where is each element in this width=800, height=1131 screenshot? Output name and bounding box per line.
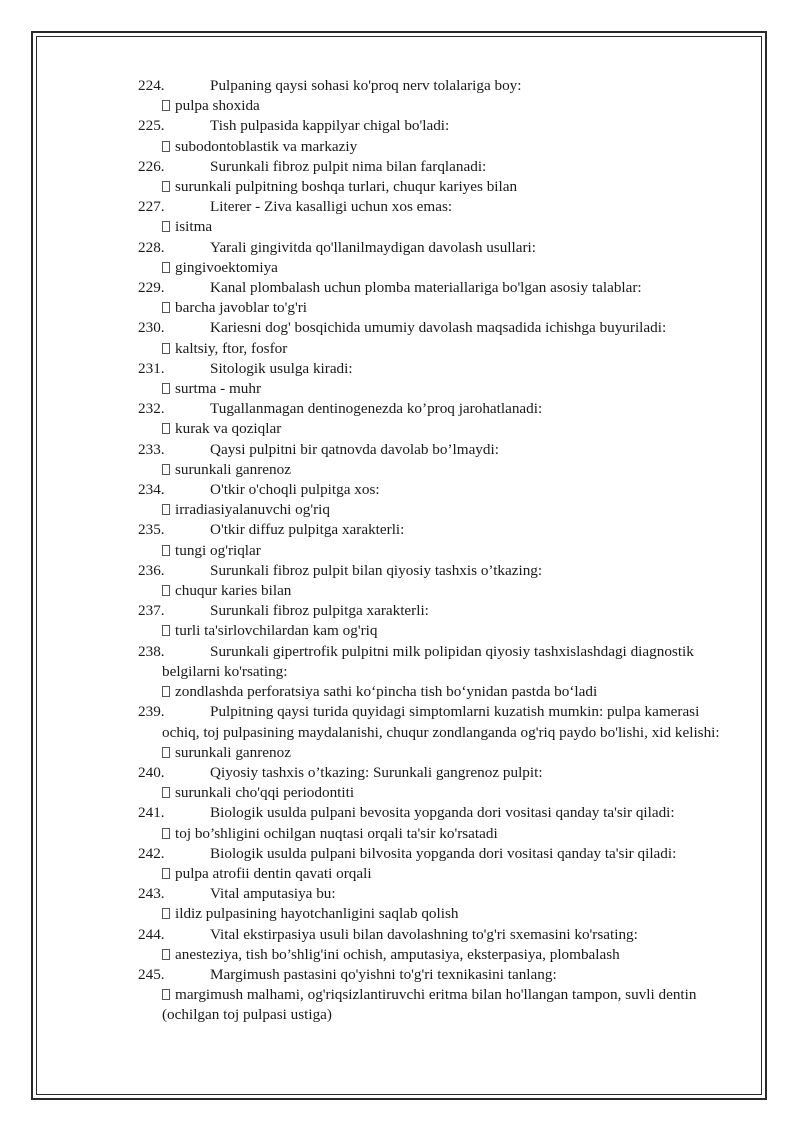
question-row — [0, 965, 800, 985]
question-number: 242. — [138, 844, 165, 862]
question-row — [0, 359, 800, 379]
question-row — [0, 440, 800, 460]
checkbox-glyph-icon — [162, 504, 170, 515]
question-number: 237. — [138, 602, 165, 620]
question-row — [0, 642, 800, 682]
question-number: 231. — [138, 359, 165, 377]
answer-row — [0, 419, 800, 439]
answer-text: surunkali pulpitning boshqa turlari, chuqur kariyes bilan — [175, 178, 518, 196]
question-row — [0, 520, 800, 540]
question-text: Sitologik usulga kiradi: — [210, 359, 353, 377]
question-text: O'tkir diffuz pulpitga xarakterli: — [210, 521, 405, 539]
answer-text: kaltsiy, ftor, fosfor — [175, 339, 288, 357]
answer-text: pulpa shoxida — [175, 97, 260, 115]
question-text: Margimush pastasini qo'yishni to'g'ri texnikasini tanlang: — [210, 965, 557, 983]
question-row — [0, 925, 800, 945]
checkbox-glyph-icon — [162, 908, 170, 919]
question-number: 225. — [138, 117, 165, 135]
checkbox-glyph-icon — [162, 989, 170, 1000]
checkbox-glyph-icon — [162, 949, 170, 960]
answer-text: surunkali ganrenoz — [175, 743, 291, 761]
answer-row — [0, 541, 800, 561]
question-row — [0, 803, 800, 823]
checkbox-glyph-icon — [162, 585, 170, 596]
checkbox-glyph-icon — [162, 383, 170, 394]
question-number: 243. — [138, 885, 165, 903]
question-text: Surunkali fibroz pulpit bilan qiyosiy tashxis o’tkazing: — [210, 561, 543, 579]
question-row — [0, 561, 800, 581]
question-number: 224. — [138, 77, 165, 94]
answer-text: irradiasiyalanuvchi og'riq — [175, 501, 330, 519]
answer-row — [0, 177, 800, 197]
question-number: 230. — [138, 319, 165, 337]
answer-row — [0, 258, 800, 278]
question-text: Qaysi pulpitni bir qatnovda davolab bo’lmaydi: — [210, 440, 499, 458]
question-number: 241. — [138, 804, 165, 822]
question-number: 234. — [138, 481, 165, 499]
question-text: Kanal plombalash uchun plomba materiallariga bo'lgan asosiy talablar: — [210, 279, 642, 297]
question-number: 244. — [138, 925, 165, 943]
question-row — [0, 318, 800, 338]
checkbox-glyph-icon — [162, 343, 170, 354]
answer-row — [0, 339, 800, 359]
question-text: Pulpitning qaysi turida quyidagi simptomlarni kuzatish mumkin: pulpa kamerasi ochiq, toj pulpasining maydalanishi, chuqur zondlanganda og'riq paydo bo'lishi, xid kelishi: — [162, 703, 720, 741]
question-text: Qiyosiy tashxis o’tkazing: Surunkali gangrenoz pulpit: — [210, 763, 543, 781]
question-text: Surunkali fibroz pulpitga xarakterli: — [210, 602, 429, 620]
answer-text: surunkali cho'qqi periodontiti — [175, 784, 355, 802]
question-number: 229. — [138, 279, 165, 297]
checkbox-glyph-icon — [162, 625, 170, 636]
checkbox-glyph-icon — [162, 787, 170, 798]
answer-row — [0, 460, 800, 480]
answer-text: kurak va qoziqlar — [175, 420, 282, 438]
question-row — [0, 480, 800, 500]
answer-row — [0, 985, 800, 1025]
question-number: 226. — [138, 157, 165, 175]
answer-text: margimush malhami, og'riqsizlantiruvchi eritma bilan ho'llangan tampon, suvli dentin (ochilgan toj pulpasi ustiga) — [162, 986, 697, 1024]
answer-text: isitma — [175, 218, 213, 236]
answer-text: toj bo’shligini ochilgan nuqtasi orqali ta'sir ko'rsatadi — [175, 824, 498, 842]
answer-text: tungi og'riqlar — [175, 541, 261, 559]
question-number: 228. — [138, 238, 165, 256]
question-number: 232. — [138, 400, 165, 418]
question-number: 233. — [138, 440, 165, 458]
checkbox-glyph-icon — [162, 100, 170, 111]
answer-row — [0, 783, 800, 803]
question-number: 239. — [138, 703, 165, 721]
answer-row — [0, 298, 800, 318]
answer-row — [0, 96, 800, 116]
answer-row — [0, 621, 800, 641]
answer-row — [0, 824, 800, 844]
answer-row — [0, 682, 800, 702]
answer-text: ildiz pulpasining hayotchanligini saqlab qolish — [175, 905, 459, 923]
checkbox-glyph-icon — [162, 221, 170, 232]
question-text: Yarali gingivitda qo'llanilmaydigan davolash usullari: — [210, 238, 536, 256]
question-text: Biologik usulda pulpani bilvosita yopganda dori vositasi qanday ta'sir qiladi: — [210, 844, 677, 862]
answer-row — [0, 904, 800, 924]
question-number: 236. — [138, 561, 165, 579]
answer-row — [0, 500, 800, 520]
question-row — [0, 884, 800, 904]
checkbox-glyph-icon — [162, 868, 170, 879]
answer-text: turli ta'sirlovchilardan kam og'riq — [175, 622, 378, 640]
answer-row — [0, 864, 800, 884]
question-text: Tugallanmagan dentinogenezda ko’proq jarohatlanadi: — [210, 400, 543, 418]
answer-text: chuqur karies bilan — [175, 582, 292, 600]
answer-row — [0, 743, 800, 763]
question-number: 235. — [138, 521, 165, 539]
checkbox-glyph-icon — [162, 686, 170, 697]
question-number: 238. — [138, 642, 165, 660]
checkbox-glyph-icon — [162, 181, 170, 192]
answer-text: barcha javoblar to'g'ri — [175, 299, 307, 317]
answer-text: gingivoektomiya — [175, 258, 278, 276]
question-text: Biologik usulda pulpani bevosita yopganda dori vositasi qanday ta'sir qiladi: — [210, 804, 675, 822]
question-row — [0, 197, 800, 217]
answer-text: pulpa atrofii dentin qavati orqali — [175, 864, 372, 882]
question-text: Tish pulpasida kappilyar chigal bo'ladi: — [210, 117, 450, 135]
checkbox-glyph-icon — [162, 464, 170, 475]
question-text: O'tkir o'choqli pulpitga xos: — [210, 481, 380, 499]
checkbox-glyph-icon — [162, 141, 170, 152]
checkbox-glyph-icon — [162, 262, 170, 273]
question-row — [0, 116, 800, 136]
question-row — [0, 76, 800, 96]
answer-text: surtma - muhr — [175, 380, 262, 398]
answer-row — [0, 379, 800, 399]
question-number: 227. — [138, 198, 165, 216]
answer-row — [0, 217, 800, 237]
question-row — [0, 702, 800, 742]
question-row — [0, 278, 800, 298]
question-text: Vital amputasiya bu: — [210, 885, 336, 903]
checkbox-glyph-icon — [162, 828, 170, 839]
answer-text: anesteziya, tish bo’shlig'ini ochish, amputasiya, eksterpasiya, plombalash — [175, 945, 620, 963]
question-text: Literer - Ziva kasalligi uchun xos emas: — [210, 198, 453, 216]
answer-text: zondlashda perforatsiya sathi ko‘pincha tish bo‘ynidan pastda bo‘ladi — [175, 683, 598, 701]
question-row — [0, 157, 800, 177]
question-number: 245. — [138, 965, 165, 983]
question-row — [0, 763, 800, 783]
answer-row — [0, 581, 800, 601]
question-text: Pulpaning qaysi sohasi ko'proq nerv tolalariga boy: — [210, 77, 522, 94]
question-row — [0, 844, 800, 864]
checkbox-glyph-icon — [162, 302, 170, 313]
checkbox-glyph-icon — [162, 545, 170, 556]
checkbox-glyph-icon — [162, 747, 170, 758]
question-text: Surunkali fibroz pulpit nima bilan farqlanadi: — [210, 157, 487, 175]
question-row — [0, 238, 800, 258]
answer-row — [0, 945, 800, 965]
question-text: Surunkali gipertrofik pulpitni milk polipidan qiyosiy tashxislashdagi diagnostik belgilarni ko'rsating: — [162, 642, 694, 680]
question-row — [0, 601, 800, 621]
checkbox-glyph-icon — [162, 423, 170, 434]
question-list — [0, 76, 800, 1026]
question-text: Kariesni dog' bosqichida umumiy davolash maqsadida ichishga buyuriladi: — [210, 319, 667, 337]
question-text: Vital ekstirpasiya usuli bilan davolashning to'g'ri sxemasini ko'rsating: — [210, 925, 638, 943]
question-number: 240. — [138, 763, 165, 781]
question-row — [0, 399, 800, 419]
answer-text: surunkali ganrenoz — [175, 460, 291, 478]
answer-row — [0, 137, 800, 157]
answer-text: subodontoblastik va markaziy — [175, 137, 358, 155]
